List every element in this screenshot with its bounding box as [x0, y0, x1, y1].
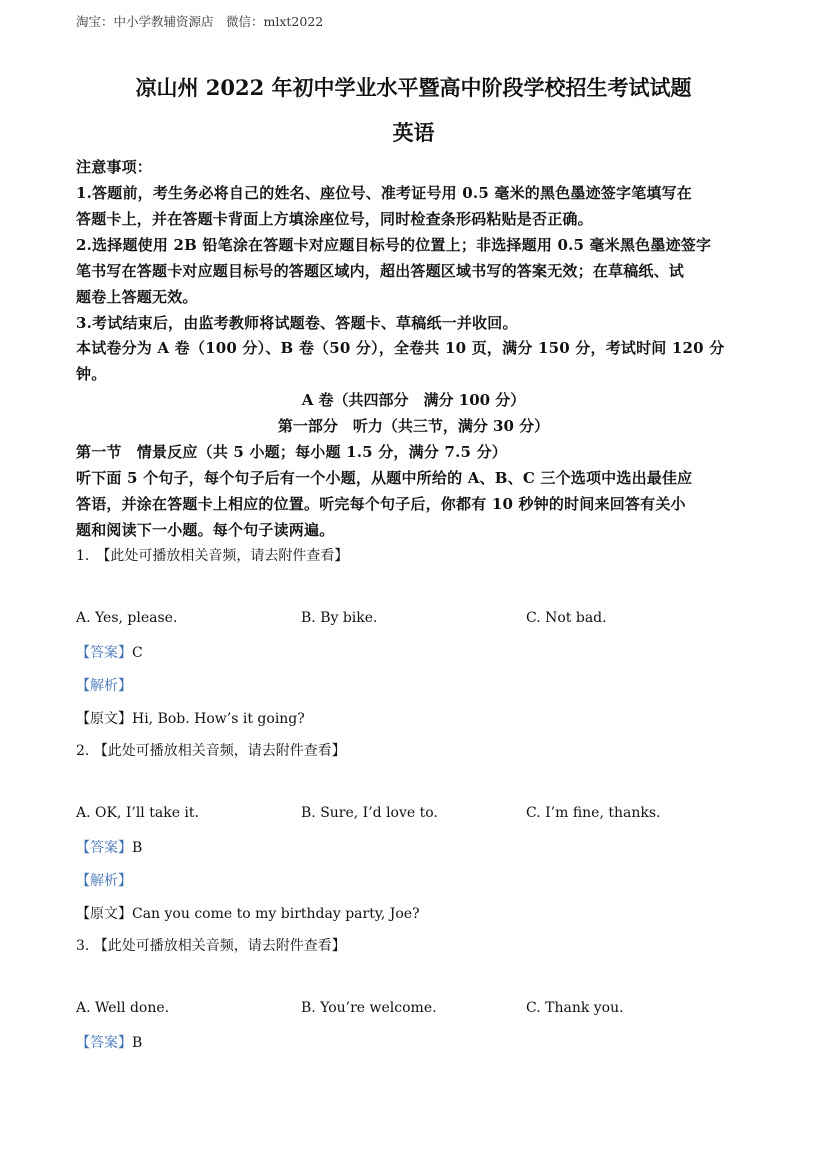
- notice-line: 2.选择题使用 2B 铅笔涂在答题卡对应题目标号的位置上；非选择题用 0.5 毫米黑色墨迹签字: [76, 236, 712, 254]
- answer-value: B: [132, 1035, 143, 1051]
- answer-label: 【答案】: [76, 645, 132, 661]
- option-a: A. OK, I’ll take it.: [76, 805, 199, 821]
- option-c: C. I’m fine, thanks.: [526, 805, 661, 821]
- notice-line: 钟。: [76, 365, 107, 383]
- analysis-label: 【解析】: [76, 873, 132, 889]
- answer-label: 【答案】: [76, 840, 132, 856]
- option-b: B. By bike.: [301, 610, 378, 626]
- question-prompt: 1. 【此处可播放相关音频，请去附件查看】: [76, 548, 349, 564]
- notice-heading: 注意事项：: [76, 158, 153, 176]
- notice-line: 3.考试结束后，由监考教师将试题卷、答题卡、草稿纸一并收回。: [76, 314, 518, 332]
- notice-line: 本试卷分为 A 卷（100 分）、B 卷（50 分），全卷共 10 页，满分 150 分，考试时间 120 分: [76, 339, 725, 357]
- instructions-line: 听下面 5 个句子，每个句子后有一个小题，从题中所给的 A、B、C 三个选项中选出最佳应: [76, 469, 693, 487]
- answer-line: [76, 1032, 142, 1052]
- option-c: C. Thank you.: [526, 1000, 624, 1016]
- notice-line: 答题卡上，并在答题卡背面上方填涂座位号，同时检查条形码粘贴是否正确。: [76, 210, 593, 228]
- original-text: 【原文】Hi, Bob. How’s it going?: [76, 711, 305, 727]
- answer-line: [76, 642, 143, 662]
- question-prompt: 3. 【此处可播放相关音频，请去附件查看】: [76, 938, 346, 954]
- section-a-heading: A 卷（共四部分 满分 100 分）: [301, 391, 526, 409]
- option-b: B. Sure, I’d love to.: [301, 805, 438, 821]
- question-prompt: 2. 【此处可播放相关音频，请去附件查看】: [76, 743, 346, 759]
- subject-title: 英语: [392, 120, 435, 145]
- notice-line: 1.答题前，考生务必将自己的姓名、座位号、准考证号用 0.5 毫米的黑色墨迹签字笔填写在: [76, 184, 693, 202]
- answer-line: [76, 837, 142, 857]
- original-text: 【原文】Can you come to my birthday party, Joe?: [76, 906, 420, 922]
- instructions-line: 答语，并涂在答题卡上相应的位置。听完每个句子后，你都有 10 秒钟的时间来回答有关小: [76, 495, 686, 513]
- option-b: B. You’re welcome.: [301, 1000, 437, 1016]
- notice-line: 笔书写在答题卡对应题目标号的答题区域内，超出答题区域书写的答案无效；在草稿纸、试: [76, 262, 685, 280]
- answer-label: 【答案】: [76, 1035, 132, 1051]
- section1-heading: 第一节 情景反应（共 5 小题；每小题 1.5 分，满分 7.5 分）: [76, 443, 507, 461]
- instructions-line: 题和阅读下一小题。每个句子读两遍。: [76, 521, 335, 539]
- option-a: A. Well done.: [76, 1000, 170, 1016]
- analysis-label: 【解析】: [76, 678, 132, 694]
- option-c: C. Not bad.: [526, 610, 607, 626]
- option-a: A. Yes, please.: [76, 610, 178, 626]
- answer-value: B: [132, 840, 143, 856]
- part1-heading: 第一部分 听力（共三节，满分 30 分）: [277, 417, 550, 435]
- exam-title: 凉山州 2022 年初中学业水平暨高中阶段学校招生考试试题: [135, 75, 692, 100]
- answer-value: C: [132, 645, 143, 661]
- notice-line: 题卷上答题无效。: [76, 288, 198, 306]
- page-header: 淘宝：中小学教辅资源店 微信：mlxt2022: [76, 14, 324, 29]
